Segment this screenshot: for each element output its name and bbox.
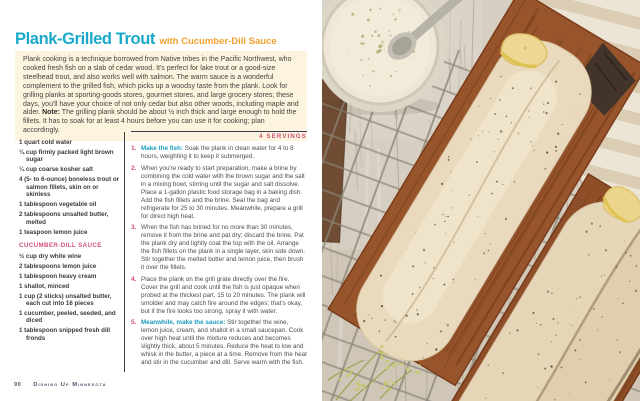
page-number: 90 [14,382,22,388]
book-title: Dishing Up Minnesota [33,382,107,388]
step-number: 2. [131,164,137,172]
directions-column [131,131,307,371]
page-title [15,30,315,49]
step-text: When you're ready to start preparation, make a brine by combining the cold water with the brown sugar and the salt in a mixing bowl, stirring until the sugar and salt dissolve. Place a 1-gallon plastic food storage bag in a baking dish. Add the fish fillets and the brine. Seal the bag and refrigerate for 25 to 30 minutes. Meanwhile, prepare a grill for direct high heat. [141,164,305,220]
ingredient-item: 4 (5- to 6-ounce) boneless trout or salmon fillets, skin on or skinless [19,176,120,199]
step-number: 3. [131,224,137,231]
ingredient-item: 1 tablespoon snipped fresh dill fronds [19,327,111,342]
ingredient-item: 2 tablespoons lemon juice [19,262,97,270]
step-text: Place the plank on the grill grate directly over the fire. Cover the grill and cook until the fish is just opaque when probed at the thickest part, 15 to 20 minutes. The plank will smolder and may catch fire around the edges; that's okay, but if the fire looks too strong, spray it with water. [141,275,306,315]
step-text: Make the fish: Soak the plank in clean water for 4 to 8 hours, weighting it to keep it submerged. [141,145,294,160]
ingredient-item: 1 tablespoon vegetable oil [19,201,97,209]
column-divider [124,132,125,372]
trout-photo [322,0,640,401]
servings-label: 4 SERVINGS [259,134,307,140]
ingredient-item: 1 cucumber, peeled, seeded, and diced [19,309,116,325]
direction-step [131,145,307,161]
sauce-ingredients-list [15,253,122,343]
intro-note-text: The grilling plank should be about ½ inch thick and large enough to hold the fillets. It has to soak for at least 4 hours before you can use it for cooking; plan accordingly. [23,109,297,135]
step-number: 4. [131,275,137,283]
ingredient-item: 1 cup (2 sticks) unsalted butter, each cut into 16 pieces [19,292,112,307]
step-lead: Meanwhile, make the sauce: [141,319,228,326]
recipe-title: Plank-Grilled Trout [15,30,156,48]
ingredient-item: 2 tablespoons unsalted butter, melted [19,211,109,226]
ingredient-item: ¼ cup coarse kosher salt [19,166,93,174]
ingredient-item: 1 teaspoon lemon juice [19,228,88,236]
ingredient-item: 1 tablespoon heavy cream [19,272,97,280]
photo-page [322,0,640,401]
ingredients-list [15,139,122,236]
recipe-intro [15,51,307,141]
step-number: 5. [131,319,137,326]
ingredient-item: ½ cup dry white wine [19,252,82,260]
ingredient-item: 1 shallot, minced [19,282,70,290]
step-text: When the fish has brined for no more than 30 minutes, remove it from the brine and pat dry; discard the brine. Pat the plank dry and lightly coat the top with the oil. Arrange the fish fillets on the plank in a single layer, skin side down. Stir together the melted butter and lemon juice, then brush it over the fillets. [141,224,306,271]
intro-note-label: Note: [42,109,60,117]
direction-step [131,165,307,221]
ingredient-item: 1 quart cold water [19,139,72,146]
page-footer [14,373,106,391]
ingredient-item: ¼ cup firmly packed light brown sugar [19,149,114,164]
servings-rule [131,131,307,132]
step-number: 1. [131,145,137,152]
step-lead: Make the fish: [141,145,185,152]
intro-text: Plank cooking is a technique borrowed from Native tribes in the Pacific Northwest, who cooked fresh fish on a slab of cedar wood. It's perfect for lake trout or a good-size steelhead trout, and also works well with salmon. The warm sauce is a wonderful complement to the grilled fish, which picks up a woodsy taste from the plank. Look for grilling planks at sporting-goods stores, gourmet stores, and large grocery stores; these days, you'll have your choice of not only cedar but also other woods, including maple and alder. [23,56,299,117]
direction-step [131,319,307,367]
steps-list [131,145,307,367]
step-text: Meanwhile, make the sauce: Stir together the wine, lemon juice, cream, and shallot in a small saucepan. Cook over high heat until the mixture reduces and becomes slightly thick, about 5 minutes. Reduce the heat to low and whisk in the butter, a piece at a time. Remove from the heat and stir in the cucumber and dill. Serve warm with the fish. [141,319,307,366]
direction-step [131,224,307,272]
sauce-ingredients-heading: CUCUMBER-DILL SAUCE [19,242,102,250]
recipe-subtitle: with Cucumber-Dill Sauce [159,36,277,47]
ingredients-column [15,139,122,345]
direction-step [131,276,307,316]
